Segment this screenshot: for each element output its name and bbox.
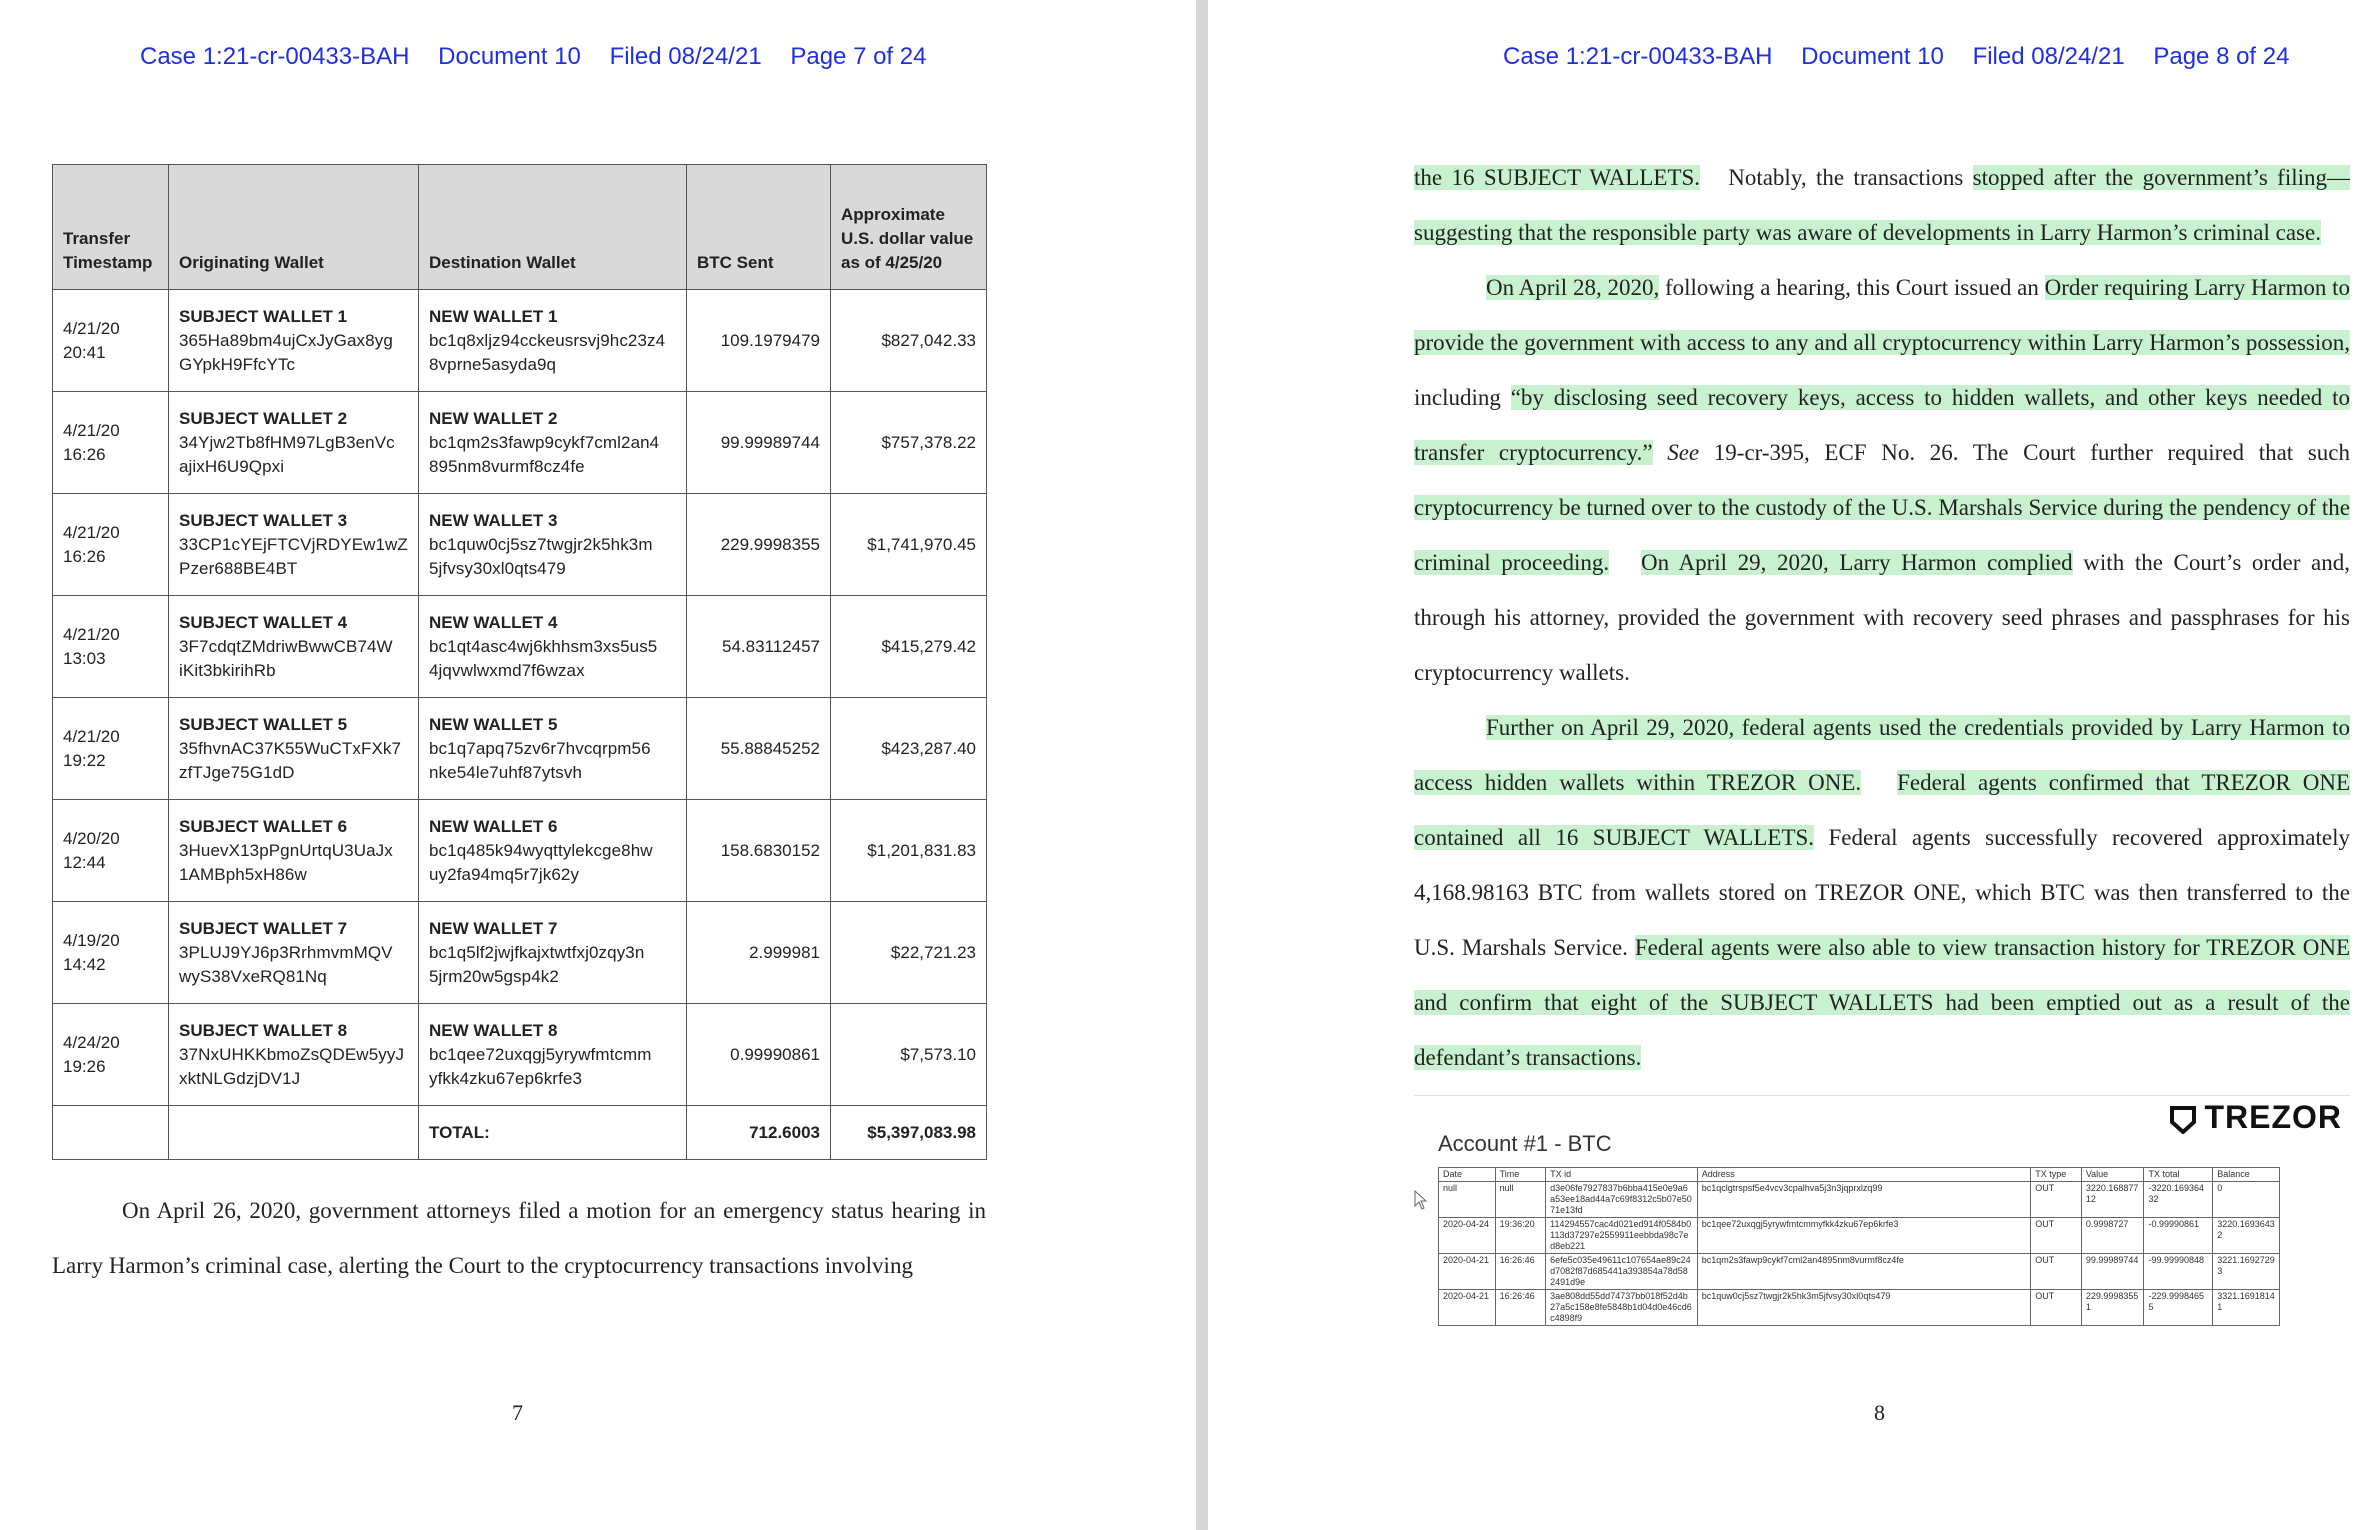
table-total-row (53, 1106, 987, 1160)
ledger-cell: 2020-04-24 (1439, 1218, 1496, 1254)
col-header-timestamp: Transfer Timestamp (53, 165, 169, 290)
page-number: 8 (1874, 1400, 1885, 1425)
ledger-cell: 3321.16918141 (2213, 1290, 2280, 1326)
originating-cell (169, 698, 419, 800)
btc-cell: 99.99989744 (687, 392, 831, 494)
originating-cell (169, 290, 419, 392)
destination-cell (419, 698, 687, 800)
table-row (53, 1004, 987, 1106)
page-divider (1196, 0, 1208, 1530)
destination-cell (419, 494, 687, 596)
highlight: Federal agents were also able to view transaction history for TREZOR ONE and confirm that eight of the SUBJECT WALLETS had been emptied out as a result of the defendant’s transactions. (1414, 935, 2350, 1070)
page-number: 7 (512, 1400, 523, 1425)
paragraph-3 (1414, 700, 2350, 1085)
ledger-cell: 114294557cac4d021ed914f0584b0113d37297e2559911eebbda98c7ed8eb221 (1546, 1218, 1698, 1254)
wallet-address: 365Ha89bm4ujCxJyGax8yg GYpkH9FfcYTc (179, 330, 393, 374)
wallet-address: 37NxUHKKbmoZsQDEw5yyJ xktNLGdzjDV1J (179, 1044, 405, 1088)
trezor-screenshot (1414, 1095, 2350, 1355)
ledger-cell: 229.99983551 (2081, 1290, 2144, 1326)
timestamp-cell: 4/21/20 13:03 (53, 596, 169, 698)
ledger-col-value: Value (2081, 1168, 2144, 1182)
wallet-name: NEW WALLET 5 (429, 714, 558, 734)
text-run: with the Court’s order and, through his attorney, provided the government with recovery seed phrases and passphrases for his cryptocurrency wallets. (1414, 550, 2350, 685)
ledger-col-total: TX total (2144, 1168, 2213, 1182)
body-text (1414, 150, 2350, 1085)
ledger-cell: OUT (2031, 1182, 2082, 1218)
table-row (53, 800, 987, 902)
wallet-address: bc1qee72uxqgj5yrywfmtcmm yfkk4zku67ep6krfe3 (429, 1044, 652, 1088)
wallet-address: 35fhvnAC37K55WuCTxFXk7 zfTJge75G1dD (179, 738, 402, 782)
highlight: Federal agents confirmed that TREZOR ONE contained all 16 SUBJECT WALLETS. (1414, 770, 2350, 850)
ledger-cell: d3e06fe7927837b6bba415e0e9a6a53ee18ad44a7c69f8312c5b07e5071e13fd (1546, 1182, 1698, 1218)
originating-cell (169, 494, 419, 596)
ledger-cell: 99.99989744 (2081, 1254, 2144, 1290)
paragraph-1 (1414, 150, 2350, 260)
highlight: the 16 SUBJECT WALLETS. (1414, 165, 1701, 190)
originating-cell (169, 800, 419, 902)
ledger-col-address: Address (1697, 1168, 2031, 1182)
paragraph-text: On April 26, 2020, government attorneys filed a motion for an emergency status hearing in Larry Harmon’s criminal case, alerting the Court to the cryptocurrency transactions involving (52, 1198, 986, 1278)
table-row (53, 494, 987, 596)
wallet-address: bc1q7apq75zv6r7hvcqrpm56 nke54le7uhf87ytsvh (429, 738, 651, 782)
btc-cell: 54.83112457 (687, 596, 831, 698)
ledger-cell: OUT (2031, 1254, 2082, 1290)
timestamp-cell: 4/21/20 16:26 (53, 392, 169, 494)
timestamp-cell: 4/21/20 19:22 (53, 698, 169, 800)
wallet-name: SUBJECT WALLET 1 (179, 306, 348, 326)
ledger-cell: 2020-04-21 (1439, 1254, 1496, 1290)
text-run: following a hearing, this Court issued an (1659, 275, 2045, 300)
text-run: 19-cr-395, ECF No. 26. The Court further required that such (1699, 440, 2351, 465)
empty-cell (53, 1106, 169, 1160)
ledger-cell: -229.99984655 (2144, 1290, 2213, 1326)
total-label: TOTAL: (419, 1106, 687, 1160)
ledger-row (1439, 1182, 2280, 1218)
wallet-address: 3HuevX13pPgnUrtqU3UaJx 1AMBph5xH86w (179, 840, 393, 884)
wallet-name: SUBJECT WALLET 5 (179, 714, 348, 734)
wallet-address: bc1qm2s3fawp9cykf7cml2an4 895nm8vurmf8cz4fe (429, 432, 660, 476)
originating-cell (169, 1004, 419, 1106)
wallet-address: 3F7cdqtZMdriwBwwCB74W iKit3bkirihRb (179, 636, 393, 680)
btc-cell: 109.1979479 (687, 290, 831, 392)
text-run: Notably, the transactions (1728, 165, 1973, 190)
page-indicator: Page 7 of 24 (790, 43, 927, 70)
total-usd: $5,397,083.98 (831, 1106, 987, 1160)
wallet-name: SUBJECT WALLET 8 (179, 1020, 348, 1040)
btc-cell: 0.99990861 (687, 1004, 831, 1106)
trezor-logo (2170, 1099, 2342, 1136)
filed-date: Filed 08/24/21 (1972, 43, 2125, 70)
destination-cell (419, 290, 687, 392)
col-header-usd: Approximate U.S. dollar value as of 4/25/20 (831, 165, 987, 290)
destination-cell (419, 800, 687, 902)
trezor-shield-icon (2170, 1102, 2196, 1134)
ledger-cell: bc1qclgtrspsf5e4vcv3cpalhva5j3n3jqprxlzq99 (1697, 1182, 2031, 1218)
ledger-cell: OUT (2031, 1218, 2082, 1254)
ledger-cell: 2020-04-21 (1439, 1290, 1496, 1326)
btc-cell: 55.88845252 (687, 698, 831, 800)
ledger-cell: -0.99990861 (2144, 1218, 2213, 1254)
ledger-col-type: TX type (2031, 1168, 2082, 1182)
case-number: Case 1:21-cr-00433-BAH (140, 43, 410, 70)
highlight: On April 29, 2020, Larry Harmon complied (1641, 550, 2073, 575)
wallet-name: NEW WALLET 4 (429, 612, 558, 632)
ledger-col-time: Time (1495, 1168, 1546, 1182)
timestamp-cell: 4/24/20 19:26 (53, 1004, 169, 1106)
text-run: Federal agents successfully recovered approximately 4,168.98163 BTC from wallets stored on TREZOR ONE, which BTC was then transferred to the U.S. Marshals Service. (1414, 825, 2350, 960)
wallet-name: SUBJECT WALLET 7 (179, 918, 348, 938)
timestamp-cell: 4/19/20 14:42 (53, 902, 169, 1004)
usd-cell: $415,279.42 (831, 596, 987, 698)
wallet-address: bc1qt4asc4wj6khhsm3xs5us5 4jqvwlwxmd7f6wzax (429, 636, 658, 680)
wallet-name: NEW WALLET 8 (429, 1020, 558, 1040)
usd-cell: $757,378.22 (831, 392, 987, 494)
text-run: including (1414, 385, 1511, 410)
wallet-name: NEW WALLET 2 (429, 408, 558, 428)
wallet-name: SUBJECT WALLET 4 (179, 612, 348, 632)
case-number: Case 1:21-cr-00433-BAH (1503, 43, 1773, 70)
wallet-name: NEW WALLET 7 (429, 918, 558, 938)
ledger-cell: 3ae808dd55dd74737bb018f52d4b27a5c158e8fe5848b1d04d0e46cd6c4898f9 (1546, 1290, 1698, 1326)
wallet-address: 3PLUJ9YJ6p3RrhmvmMQV wyS38VxeRQ81Nq (179, 942, 393, 986)
ledger-cell: 16:26:46 (1495, 1290, 1546, 1326)
ledger-cell: 19:36:20 (1495, 1218, 1546, 1254)
wallet-address: bc1q8xljz94cckeusrsvj9hc23z4 8vprne5asyda9q (429, 330, 666, 374)
btc-cell: 158.6830152 (687, 800, 831, 902)
usd-cell: $22,721.23 (831, 902, 987, 1004)
btc-cell: 229.9998355 (687, 494, 831, 596)
wallet-name: SUBJECT WALLET 6 (179, 816, 348, 836)
highlight: On April 28, 2020, (1486, 275, 1660, 300)
ledger-cell: bc1quw0cj5sz7twgjr2k5hk3m5jfvsy30xl0qts479 (1697, 1290, 2031, 1326)
highlight: “by disclosing seed recovery keys, access to hidden wallets, and other keys needed to transfer cryptocurrency.” (1414, 385, 2350, 465)
transfer-table (52, 164, 987, 1160)
ledger-header-row (1439, 1168, 2280, 1182)
ledger-cell: null (1439, 1182, 1496, 1218)
col-header-originating: Originating Wallet (169, 165, 419, 290)
total-btc: 712.6003 (687, 1106, 831, 1160)
ledger-cell: bc1qm2s3fawp9cykf7cml2an4895nm8vurmf8cz4fe (1697, 1254, 2031, 1290)
empty-cell (169, 1106, 419, 1160)
trezor-logo-text: TREZOR (2204, 1099, 2342, 1135)
ledger-cell: 6efe5c035e49611c107654ae89c24d7082f87d685441a393854a78d582491d9e (1546, 1254, 1698, 1290)
document-page-8 (1208, 0, 2380, 1530)
table-row (53, 596, 987, 698)
wallet-name: NEW WALLET 1 (429, 306, 558, 326)
document-number: Document 10 (438, 43, 581, 70)
wallet-address: bc1q485k94wyqttylekcge8hw uy2fa94mq5r7jk62y (429, 840, 653, 884)
originating-cell (169, 902, 419, 1004)
usd-cell: $827,042.33 (831, 290, 987, 392)
ledger-row (1439, 1254, 2280, 1290)
wallet-address: bc1q5lf2jwjfkajxtwtfxj0zqy3n 5jrm20w5gsp4k2 (429, 942, 645, 986)
usd-cell: $1,201,831.83 (831, 800, 987, 902)
transaction-ledger (1438, 1167, 2280, 1326)
ledger-cell: OUT (2031, 1290, 2082, 1326)
inset-border (1414, 1095, 2350, 1096)
ledger-cell: 0.9998727 (2081, 1218, 2144, 1254)
wallet-address: 33CP1cYEjFTCVjRDYEw1wZ Pzer688BE4BT (179, 534, 408, 578)
destination-cell (419, 902, 687, 1004)
originating-cell (169, 392, 419, 494)
ledger-cell: bc1qee72uxqgj5yrywfmtcmmyfkk4zku67ep6krfe3 (1697, 1218, 2031, 1254)
ledger-cell: 16:26:46 (1495, 1254, 1546, 1290)
wallet-address: bc1quw0cj5sz7twgjr2k5hk3m 5jfvsy30xl0qts479 (429, 534, 653, 578)
highlight: Further on April 29, 2020, federal agents used the credentials provided by Larry Harmon to access hidden wallets within TREZOR ONE. (1414, 715, 2350, 795)
ledger-cell: -99.99990848 (2144, 1254, 2213, 1290)
wallet-name: NEW WALLET 3 (429, 510, 558, 530)
ledger-cell: 3220.16936432 (2213, 1218, 2280, 1254)
highlight: cryptocurrency be turned over to the custody of the U.S. Marshals Service during the pendency of the criminal proceeding. (1414, 495, 2350, 575)
text-run: See (1652, 440, 1700, 465)
paragraph-2 (1414, 260, 2350, 700)
table-row (53, 392, 987, 494)
originating-cell (169, 596, 419, 698)
ledger-cell: 3220.16887712 (2081, 1182, 2144, 1218)
wallet-name: SUBJECT WALLET 2 (179, 408, 348, 428)
page-header (1503, 43, 2311, 71)
destination-cell (419, 1004, 687, 1106)
body-paragraph (52, 1183, 986, 1293)
destination-cell (419, 392, 687, 494)
highlight: stopped after the government’s filing—suggesting that the responsible party was aware of developments in Larry Harmon’s criminal case. (1414, 165, 2350, 245)
account-title: Account #1 - BTC (1438, 1131, 1612, 1156)
ledger-col-txid: TX id (1546, 1168, 1698, 1182)
ledger-cell: null (1495, 1182, 1546, 1218)
table-row (53, 902, 987, 1004)
usd-cell: $423,287.40 (831, 698, 987, 800)
table-row (53, 698, 987, 800)
ledger-col-date: Date (1439, 1168, 1496, 1182)
page-indicator: Page 8 of 24 (2153, 43, 2290, 70)
ledger-cell: 0 (2213, 1182, 2280, 1218)
ledger-row (1439, 1290, 2280, 1326)
wallet-address: 34Yjw2Tb8fHM97LgB3enVc ajixH6U9Qpxi (179, 432, 395, 476)
col-header-destination: Destination Wallet (419, 165, 687, 290)
timestamp-cell: 4/21/20 20:41 (53, 290, 169, 392)
ledger-row (1439, 1218, 2280, 1254)
document-number: Document 10 (1801, 43, 1944, 70)
destination-cell (419, 596, 687, 698)
timestamp-cell: 4/20/20 12:44 (53, 800, 169, 902)
wallet-name: NEW WALLET 6 (429, 816, 558, 836)
table-header-row (53, 165, 987, 290)
page-header (140, 43, 948, 71)
col-header-btc: BTC Sent (687, 165, 831, 290)
highlight: Order requiring Larry Harmon to provide the government with access to any and all cryptocurrency within Larry Harmon’s possession, (1414, 275, 2351, 355)
usd-cell: $7,573.10 (831, 1004, 987, 1106)
mouse-pointer-icon (1414, 1190, 1428, 1210)
table-row (53, 290, 987, 392)
timestamp-cell: 4/21/20 16:26 (53, 494, 169, 596)
usd-cell: $1,741,970.45 (831, 494, 987, 596)
ledger-col-balance: Balance (2213, 1168, 2280, 1182)
wallet-name: SUBJECT WALLET 3 (179, 510, 348, 530)
ledger-cell: 3221.16927293 (2213, 1254, 2280, 1290)
btc-cell: 2.999981 (687, 902, 831, 1004)
filed-date: Filed 08/24/21 (609, 43, 762, 70)
ledger-cell: -3220.16936432 (2144, 1182, 2213, 1218)
